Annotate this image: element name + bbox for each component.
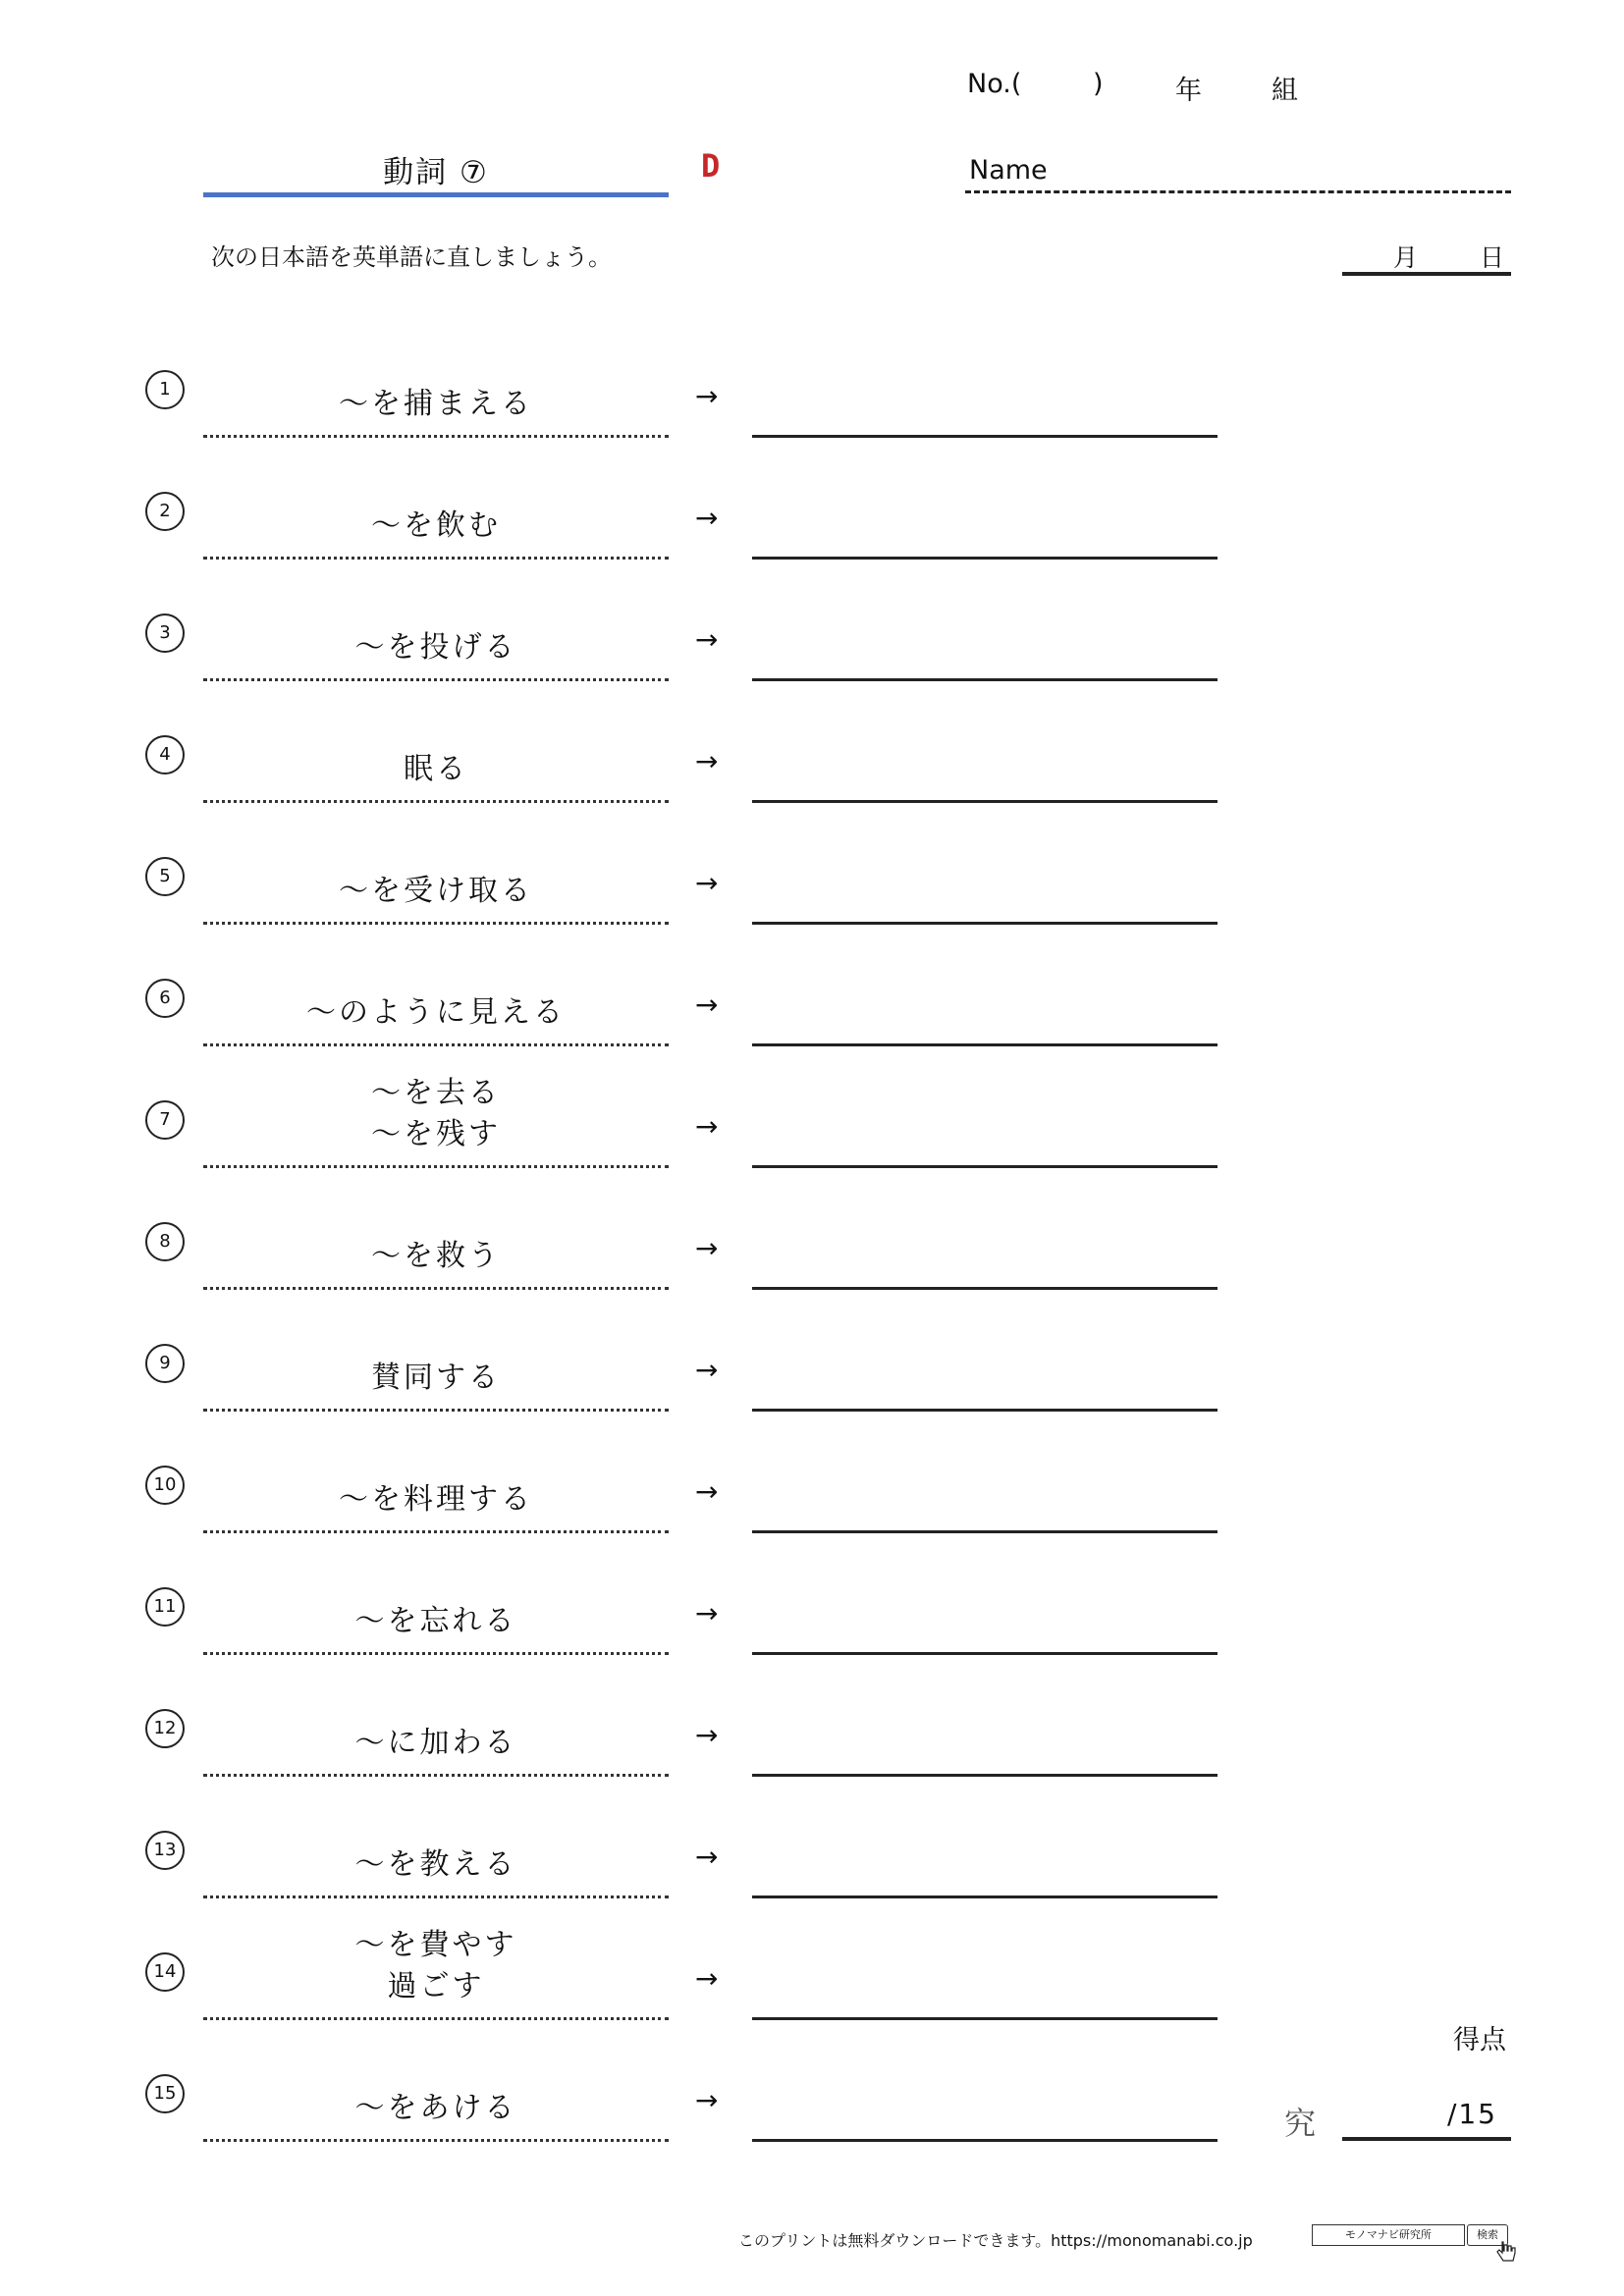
question-number: 9 xyxy=(145,1344,185,1383)
japanese-word: ～を忘れる xyxy=(354,1604,517,1638)
question-row xyxy=(0,1774,1624,1896)
japanese-word: ～に加わる xyxy=(354,1726,517,1760)
question-row xyxy=(0,435,1624,557)
date-field[interactable] xyxy=(1342,239,1511,276)
arrow-icon: → xyxy=(695,1962,719,1995)
number-label: No.( xyxy=(967,69,1022,99)
question-number: 7 xyxy=(145,1100,185,1140)
question-row xyxy=(0,557,1624,678)
japanese-word: ～を飲む xyxy=(371,508,501,543)
worksheet-title: 動詞 ⑦ xyxy=(383,155,489,190)
arrow-icon: → xyxy=(695,380,719,412)
question-number: 2 xyxy=(145,492,185,531)
japanese-word: ～を去る ～を残す xyxy=(371,1076,501,1151)
arrow-icon: → xyxy=(695,1110,719,1143)
question-row xyxy=(0,1530,1624,1652)
arrow-icon: → xyxy=(695,2084,719,2116)
lab-mark-icon: 究 xyxy=(1284,2105,1317,2142)
question-number: 6 xyxy=(145,979,185,1018)
question-row xyxy=(0,1409,1624,1530)
question-number: 3 xyxy=(145,614,185,653)
japanese-word: ～を教える xyxy=(354,1847,517,1882)
japanese-prompt xyxy=(203,1063,669,1168)
question-number: 14 xyxy=(145,1952,185,1992)
question-row xyxy=(0,1287,1624,1409)
answer-line[interactable] xyxy=(752,2139,1218,2142)
japanese-prompt xyxy=(203,333,669,438)
japanese-word: ～を受け取る xyxy=(339,874,533,908)
japanese-word: ～のように見える xyxy=(306,995,566,1030)
japanese-prompt xyxy=(203,2037,669,2142)
class-label: 組 xyxy=(1272,76,1298,106)
question-number: 12 xyxy=(145,1709,185,1748)
month-label: 月 xyxy=(1393,243,1419,272)
japanese-prompt xyxy=(203,941,669,1046)
arrow-icon: → xyxy=(695,988,719,1021)
score-label: 得点 xyxy=(1453,2025,1506,2056)
question-row xyxy=(0,1165,1624,1287)
footer-search-button: 検索 xyxy=(1467,2224,1508,2246)
japanese-word: ～を料理する xyxy=(339,1482,533,1517)
question-number: 11 xyxy=(145,1587,185,1627)
question-row xyxy=(0,678,1624,800)
japanese-word: ～を救う xyxy=(371,1239,501,1273)
japanese-word: 賛同する xyxy=(371,1361,501,1395)
japanese-word: ～をあける xyxy=(354,2091,517,2125)
japanese-prompt xyxy=(203,1185,669,1290)
arrow-icon: → xyxy=(695,1719,719,1751)
question-number: 13 xyxy=(145,1831,185,1870)
question-row xyxy=(0,1896,1624,2017)
arrow-icon: → xyxy=(695,745,719,777)
japanese-prompt xyxy=(203,1307,669,1412)
japanese-prompt xyxy=(203,820,669,925)
footer-text: このプリントは無料ダウンロードできます。https://monomanabi.co.jp xyxy=(738,2231,1253,2250)
japanese-prompt xyxy=(203,1672,669,1777)
arrow-icon: → xyxy=(695,1841,719,1873)
score-field[interactable] xyxy=(1342,2088,1511,2141)
arrow-icon: → xyxy=(695,623,719,656)
question-row xyxy=(0,1652,1624,1774)
arrow-icon: → xyxy=(695,502,719,534)
japanese-prompt xyxy=(203,1550,669,1655)
year-label: 年 xyxy=(1175,76,1202,106)
level-badge: D xyxy=(701,147,721,185)
arrow-icon: → xyxy=(695,1354,719,1386)
arrow-icon: → xyxy=(695,1475,719,1508)
question-number: 4 xyxy=(145,735,185,774)
question-number: 1 xyxy=(145,370,185,409)
japanese-prompt xyxy=(203,576,669,681)
question-row xyxy=(0,922,1624,1043)
japanese-word: ～を費やす 過ごす xyxy=(354,1928,517,2003)
instruction-text: 次の日本語を英単語に直しましょう。 xyxy=(211,243,612,271)
question-row xyxy=(0,313,1624,435)
arrow-icon: → xyxy=(695,1232,719,1264)
pointer-hand-icon xyxy=(1495,2240,1517,2264)
name-field[interactable] xyxy=(965,155,1511,193)
question-number: 10 xyxy=(145,1466,185,1505)
footer-search-box: モノマナビ研究所 xyxy=(1312,2224,1465,2246)
question-row xyxy=(0,800,1624,922)
japanese-prompt xyxy=(203,1793,669,1898)
japanese-prompt xyxy=(203,454,669,560)
japanese-word: 眠る xyxy=(404,752,468,786)
question-number: 5 xyxy=(145,857,185,896)
question-row xyxy=(0,1043,1624,1165)
japanese-prompt xyxy=(203,1428,669,1533)
name-label: Name xyxy=(969,155,1048,186)
question-number: 8 xyxy=(145,1222,185,1261)
arrow-icon: → xyxy=(695,867,719,899)
score-total: /15 xyxy=(1446,2098,1497,2130)
arrow-icon: → xyxy=(695,1597,719,1629)
number-close: ) xyxy=(1093,69,1104,99)
japanese-word: ～を捕まえる xyxy=(339,387,533,421)
day-label: 日 xyxy=(1480,243,1505,272)
question-number: 15 xyxy=(145,2074,185,2113)
japanese-word: ～を投げる xyxy=(354,630,517,665)
japanese-prompt xyxy=(203,698,669,803)
worksheet-title-block xyxy=(203,147,669,197)
japanese-prompt xyxy=(203,1915,669,2020)
